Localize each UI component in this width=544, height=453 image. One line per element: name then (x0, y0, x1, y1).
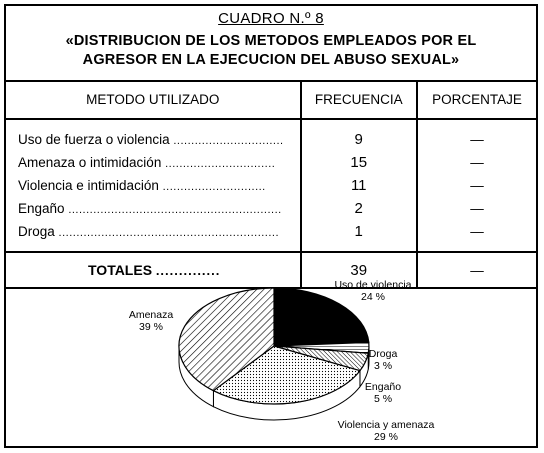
leader-dots: ............................................................ (68, 204, 282, 216)
table-row (6, 119, 536, 151)
slice-value-label: 3 % (373, 360, 393, 372)
frequency-cell: 11 (301, 174, 417, 197)
column-header-row (6, 80, 536, 119)
table-header (6, 6, 536, 82)
table-title (6, 32, 536, 70)
slice-label: Uso de violencia (334, 279, 412, 291)
slice-label: Amenaza (128, 309, 174, 321)
leader-dots: ............................. (162, 181, 266, 193)
leader-dots: .............................................................. (58, 227, 280, 239)
totals-percentage: — (417, 252, 536, 288)
totals-frequency: 39 (301, 252, 417, 288)
method-label: Engaño (18, 201, 65, 216)
slice-value-label: 39 % (139, 321, 163, 333)
title-line-2: AGRESOR EN LA EJECUCION DEL ABUSO SEXUAL» (82, 52, 460, 68)
percentage-cell: — (417, 151, 536, 174)
method-label: Amenaza o intimidación (18, 155, 162, 170)
pie-slice-uso-de-violencia (274, 288, 369, 346)
table-row (6, 151, 536, 174)
slice-label: Violencia y amenaza (337, 419, 435, 431)
leader-dots: ............................... (173, 135, 284, 147)
slice-label: Engaño (364, 381, 402, 393)
percentage-cell: — (417, 174, 536, 197)
slice-label: Droga (368, 348, 398, 360)
table-frame (4, 4, 538, 448)
column-header-method: METODO UTILIZADO (6, 80, 301, 119)
slice-value-label: 5 % (373, 393, 393, 405)
table-row (6, 197, 536, 220)
column-header-frequency: FRECUENCIA (301, 80, 417, 119)
frequency-table (6, 80, 536, 289)
method-label: Uso de fuerza o violencia (18, 132, 170, 147)
percentage-cell: — (417, 197, 536, 220)
frequency-cell: 9 (301, 119, 417, 151)
percentage-cell: — (417, 220, 536, 252)
pie-chart (6, 271, 536, 446)
leader-dots: ............................... (165, 158, 276, 170)
method-label: Droga (18, 224, 55, 239)
pie-top (179, 288, 369, 404)
table-number: CUADRO N.º 8 (218, 10, 324, 27)
column-header-percentage: PORCENTAJE (417, 80, 536, 119)
leader-dots: .............. (155, 263, 221, 278)
frequency-cell: 2 (301, 197, 417, 220)
frequency-cell: 15 (301, 151, 417, 174)
totals-label: TOTALES (88, 262, 153, 278)
percentage-cell: — (417, 119, 536, 151)
method-label: Violencia e intimidación (18, 178, 159, 193)
slice-value-label: 24 % (361, 291, 385, 303)
frequency-cell: 1 (301, 220, 417, 252)
slice-value-label: 29 % (374, 431, 398, 443)
table-row (6, 220, 536, 252)
title-line-1: «DISTRIBUCION DE LOS METODOS EMPLEADOS POR EL (65, 33, 477, 49)
table-row (6, 174, 536, 197)
